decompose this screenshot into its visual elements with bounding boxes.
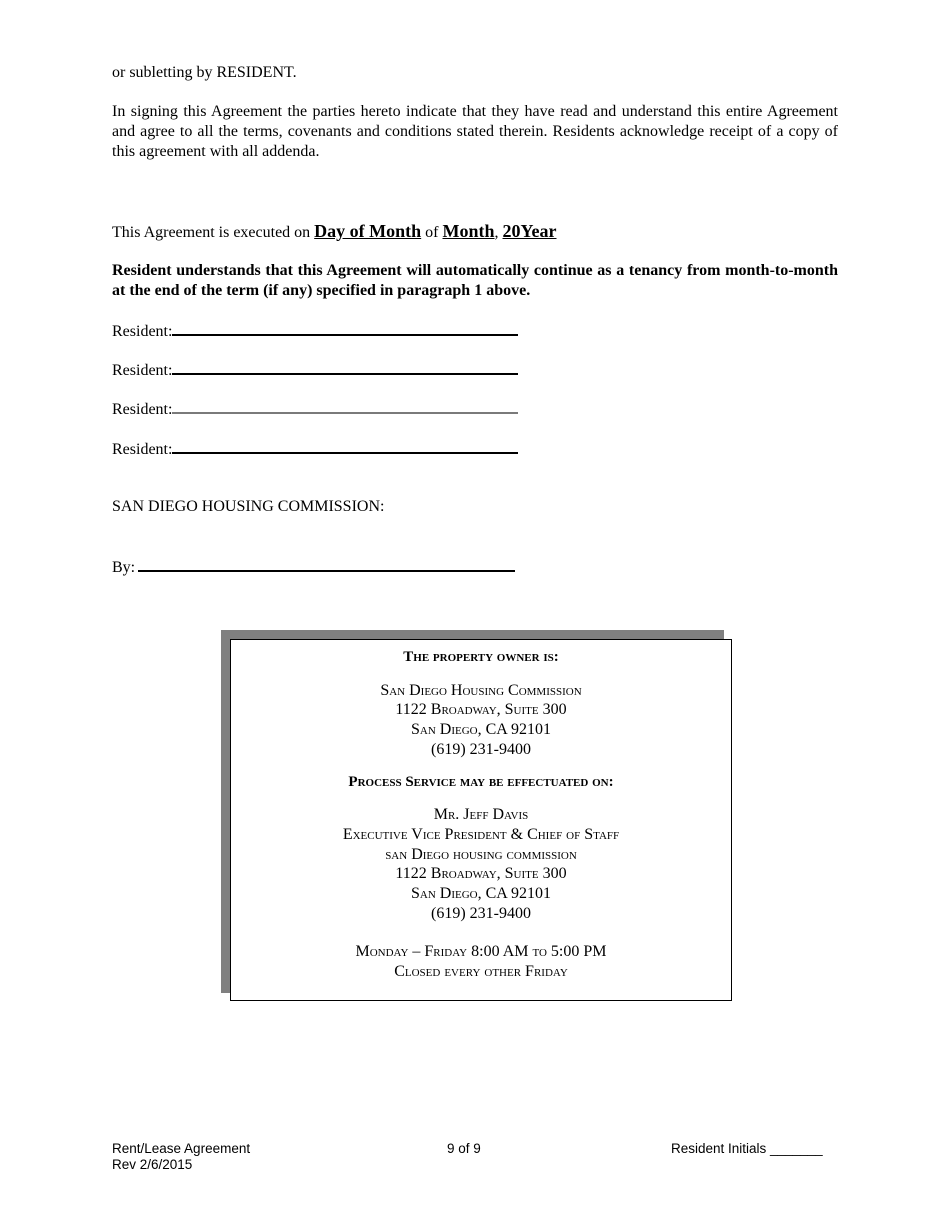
owner-line: San Diego Housing Commission — [380, 681, 582, 699]
service-heading: Process Service may be effectuated on: — [348, 773, 614, 790]
execution-comma: , — [494, 224, 499, 241]
service-line: 1122 Broadway, Suite 300 — [395, 865, 567, 883]
resident-signature-1[interactable] — [112, 320, 518, 342]
execution-month: Month — [442, 221, 495, 241]
resident-signature-3[interactable] — [112, 398, 518, 420]
resident-label: Resident: — [112, 362, 173, 379]
resident-signature-2[interactable] — [112, 359, 518, 381]
execution-day: Day of Month — [314, 221, 422, 241]
owner-heading: The property owner is: — [403, 649, 559, 665]
owner-line: San Diego, CA 92101 — [411, 721, 551, 739]
signature-line[interactable] — [172, 320, 518, 336]
resident-label: Resident: — [112, 441, 173, 458]
footer-doc-name: Rent/Lease Agreement — [112, 1141, 251, 1156]
execution-of: of — [425, 224, 439, 241]
hours-line: Monday – Friday 8:00 AM to 5:00 PM — [355, 943, 607, 961]
office-hours — [231, 942, 731, 981]
signature-line[interactable] — [172, 359, 518, 375]
execution-date-line — [112, 221, 838, 243]
owner-line: (619) 231-9400 — [431, 740, 531, 758]
signature-line[interactable] — [172, 438, 518, 454]
execution-prefix: This Agreement is executed on — [112, 224, 311, 241]
signature-line[interactable] — [138, 556, 515, 572]
owner-line: 1122 Broadway, Suite 300 — [395, 701, 567, 719]
hours-line: Closed every other Friday — [394, 963, 568, 981]
signature-line[interactable] — [172, 398, 518, 414]
commission-signature[interactable] — [112, 556, 515, 578]
resident-signature-4[interactable] — [112, 438, 518, 460]
by-label: By: — [112, 559, 136, 576]
footer-left — [112, 1141, 250, 1173]
owner-info-box — [230, 639, 732, 1001]
service-line: san Diego housing commission — [385, 845, 577, 863]
owner-address — [231, 681, 731, 760]
resident-label: Resident: — [112, 401, 173, 418]
footer-page-number: 9 of 9 — [447, 1141, 481, 1156]
footer-resident-initials: Resident Initials _______ — [671, 1141, 823, 1156]
footer-revision: Rev 2/6/2015 — [112, 1157, 193, 1172]
acknowledgement-paragraph: In signing this Agreement the parties hereto indicate that they have read and understand this entire Agreement and agree to all the terms, covenants and conditions stated therein. Residents acknowledge receipt of a copy of this agreement with all addenda. — [112, 103, 838, 160]
service-line: Mr. Jeff Davis — [433, 806, 529, 824]
commission-label: SAN DIEGO HOUSING COMMISSION: — [112, 498, 385, 515]
service-line: (619) 231-9400 — [431, 904, 531, 922]
service-line: San Diego, CA 92101 — [411, 885, 551, 903]
tenancy-notice: Resident understands that this Agreement will automatically continue as a tenancy from month-to-month at the end of the term (if any) specified in paragraph 1 above. — [112, 262, 838, 299]
service-line: Executive Vice President & Chief of Staff — [342, 825, 620, 843]
intro-fragment: or subletting by RESIDENT. — [112, 64, 297, 81]
service-address — [231, 805, 731, 923]
resident-label: Resident: — [112, 323, 173, 340]
execution-year: 20Year — [502, 221, 557, 241]
